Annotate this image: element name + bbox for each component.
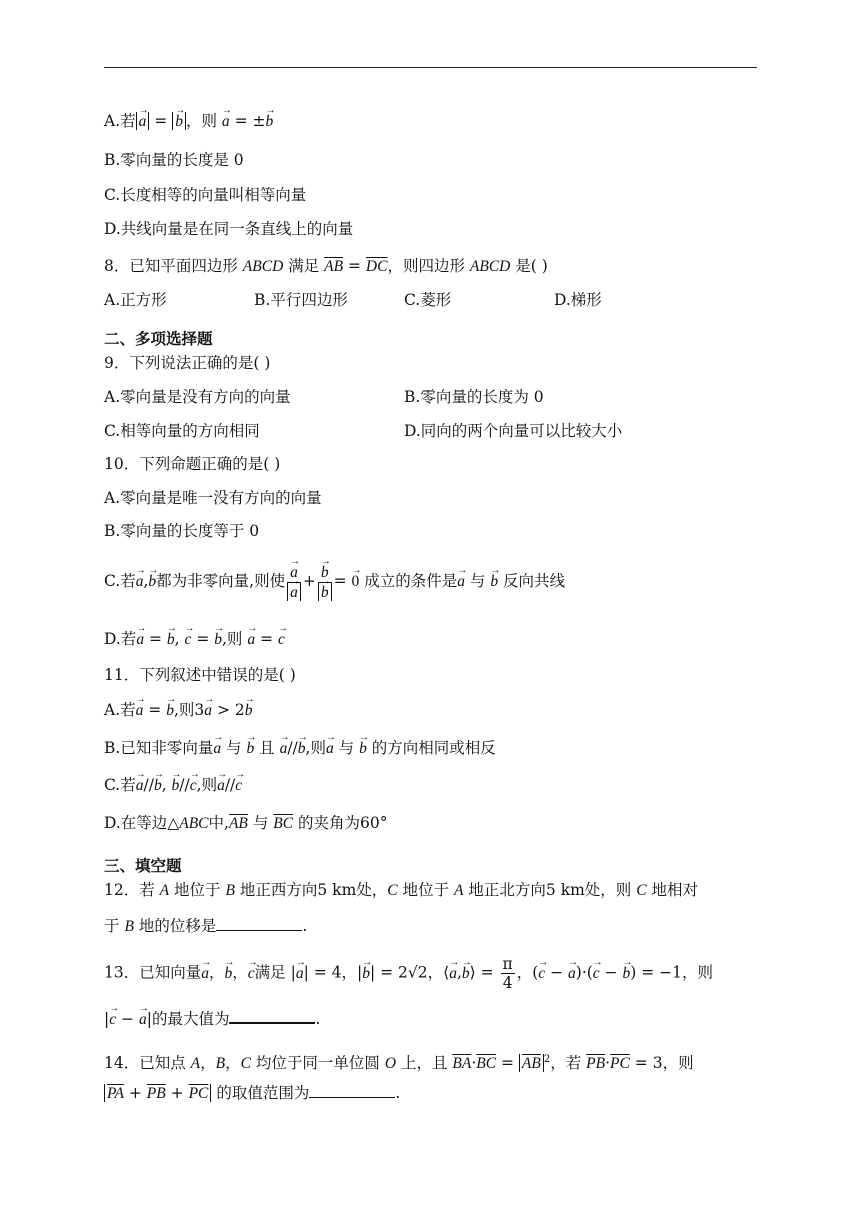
q12-line1: 12．若 A 地位于 B 地正西方向5 km处，C 地位于 A 地正北方向5 km处，则 C 地相对 xyxy=(104,881,699,899)
q10-option-d: D.若→ a = → b, → c = → b,则 → a = → c xyxy=(104,629,285,650)
q9-option-c: C.相等向量的方向相同 xyxy=(104,422,260,440)
q13-answer-blank[interactable] xyxy=(229,1008,315,1024)
q14-line1: 14．已知点 A，B，C 均位于同一单位圆 O 上，且 $\overline{BA}\cdot\overline{BC} = \overline{AB}$ $^2$，若 $\overline{PB}\cdot\overline{PC} = 3$，则 xyxy=(104,1054,694,1073)
q8-option-d: D.梯形 xyxy=(554,291,602,309)
q11-option-b: B.已知非零向量→ a 与 → b 且 → a//→ b,则→ a 与 → b 的方向相同或相反 xyxy=(104,738,496,759)
q7-option-b: B.零向量的长度是 0 xyxy=(104,151,244,169)
q8-option-c: C.菱形 xyxy=(404,291,452,309)
q11-option-a: A.若→ a = → b,则3→ a > 2→ b xyxy=(104,700,252,721)
q10-option-c: C.若→ a,→ b都为非零向量,则使 → a → a + → b → b = → 0 成立的条件是→ a 与 → b 反向共线 xyxy=(104,557,565,606)
header-rule xyxy=(104,67,757,68)
q13-line2: |→ c − → a|的最大值为 . xyxy=(104,1008,320,1030)
q9-option-a: A.零向量是没有方向的向量 xyxy=(104,388,291,406)
q11-stem: 11．下列叙述中错误的是( ) xyxy=(104,666,296,684)
q9-option-b: B.零向量的长度为 0 xyxy=(404,388,544,406)
q9-option-d: D.同向的两个向量可以比较大小 xyxy=(404,422,623,440)
q14-answer-blank[interactable] xyxy=(309,1083,395,1098)
section-heading-fill-blank: 三、填空题 xyxy=(104,857,182,875)
q9-stem: 9．下列说法正确的是( ) xyxy=(104,354,271,372)
q8-option-b: B.平行四边形 xyxy=(254,291,348,309)
q7-option-d: D.共线向量是在同一条直线上的向量 xyxy=(104,220,354,238)
q10-option-a: A.零向量是唯一没有方向的向量 xyxy=(104,489,322,507)
q8-option-a: A.正方形 xyxy=(104,291,167,309)
q13-line1: 13．已知向量→ a，→ b，→ c满足 |→ a| = 4，|→ b| = 2√2，⟨→ a,→ b⟩ = $\frac{\pi}{4}$ ，(→ c − → a)·(→ c − → b) = −1，则 xyxy=(104,955,713,992)
q7-option-a: A.若 → a = → b ，则 → a = ±→ b xyxy=(104,111,273,132)
q10-option-b: B.零向量的长度等于 0 xyxy=(104,522,260,540)
section-heading-multi-choice: 二、多项选择题 xyxy=(104,330,213,348)
q11-option-c: C.若→ a//→ b, → b//→ c,则→ a//→ c xyxy=(104,775,242,796)
q11-option-d: D.在等边△ABC中$,\overline{AB}$ 与 $\overline{BC}$ 的夹角为60° xyxy=(104,814,388,832)
q12-line2: 于 B 地的位移是 . xyxy=(104,917,308,935)
q14-line2: $\overline{PA} + \overline{PB} + \overline{PC}$ 的取值范围为 . xyxy=(104,1083,400,1104)
q8-stem: 8．已知平面四边形 ABCD 满足 $\overline{AB} = \overline{DC}$，则四边形 ABCD 是( ) xyxy=(104,257,548,275)
q12-answer-blank[interactable] xyxy=(216,916,302,931)
q10-stem: 10．下列命题正确的是( ) xyxy=(104,455,281,473)
q7-option-c: C.长度相等的向量叫相等向量 xyxy=(104,186,307,204)
